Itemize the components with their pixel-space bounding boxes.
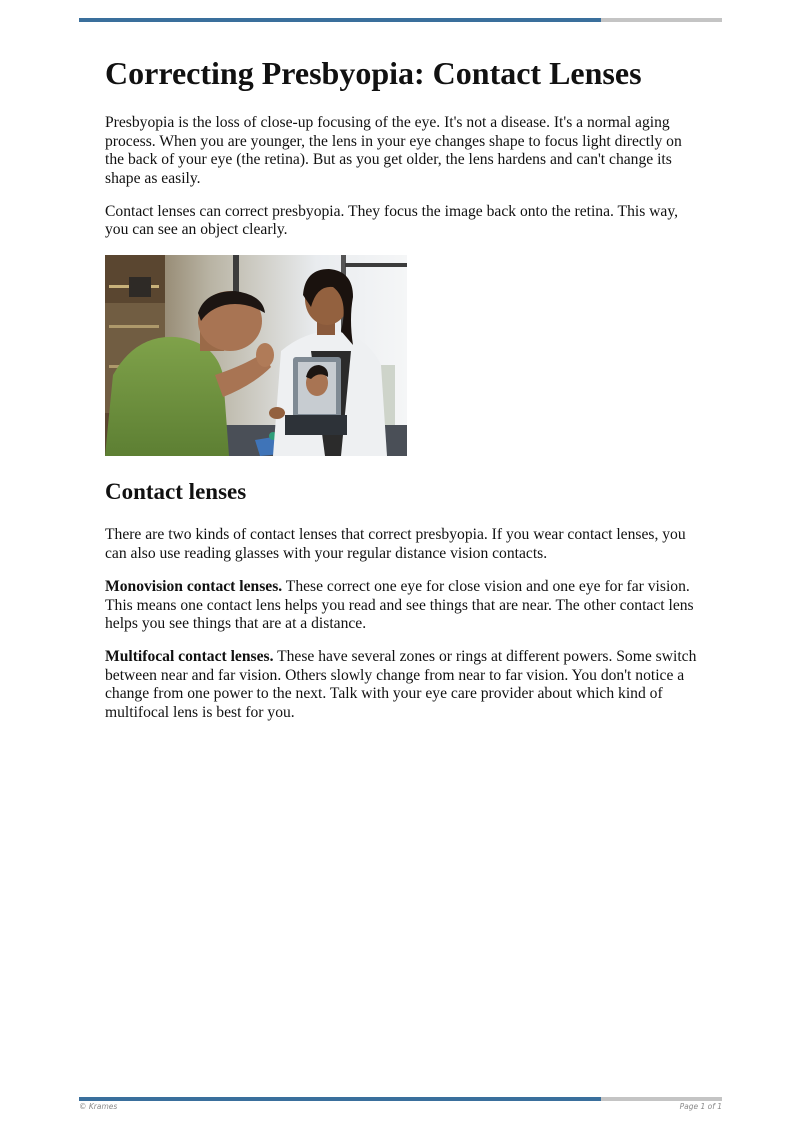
lens-type-description: These have several zones or rings at different powers. Some switch between near and far vision. Others slowly change from near to far vision. You don't notice a change from one power to the next. Talk with your eye care provider about which kind of multifocal lens is best for you. (105, 648, 697, 721)
header-rule-gray (601, 18, 722, 22)
footer-rule-gray (601, 1097, 722, 1101)
page-number: Page 1 of 1 (679, 1102, 722, 1111)
lens-type-description: These correct one eye for close vision and one eye for far vision. This means one contact lens helps you read and see things that are near. The other contact lens helps you see things that are at a distance. (105, 578, 694, 633)
lens-type-term: Multifocal contact lenses. (105, 648, 274, 666)
intro-paragraph-1: Presbyopia is the loss of close-up focusing of the eye. It's not a disease. It's a normal aging process. When you are younger, the lens in your eye changes shape to focus light directly on the back of your eye (the retina). But as you get older, the lens hardens and can't change its shape as easily. (105, 114, 682, 187)
section-heading: Contact lenses (105, 478, 247, 504)
header-rule-blue (79, 18, 601, 22)
footer-rule-blue (79, 1097, 601, 1101)
page-footer (79, 1102, 722, 1111)
copyright-text: © Krames (79, 1102, 118, 1111)
intro-paragraph-2: Contact lenses can correct presbyopia. They focus the image back onto the retina. This way, you can see an object clearly. (105, 203, 679, 239)
lens-type-multifocal (105, 648, 697, 722)
optician-fitting-photo (105, 255, 407, 456)
header-rule (79, 18, 722, 22)
lens-type-term: Monovision contact lenses. (105, 578, 283, 596)
document-body (105, 54, 697, 737)
lens-type-monovision (105, 578, 697, 633)
page-title: Correcting Presbyopia: Contact Lenses (105, 55, 642, 91)
footer-rule (79, 1097, 722, 1101)
section-intro: There are two kinds of contact lenses that correct presbyopia. If you wear contact lenses, you can also use reading glasses with your regular distance vision contacts. (105, 526, 686, 562)
